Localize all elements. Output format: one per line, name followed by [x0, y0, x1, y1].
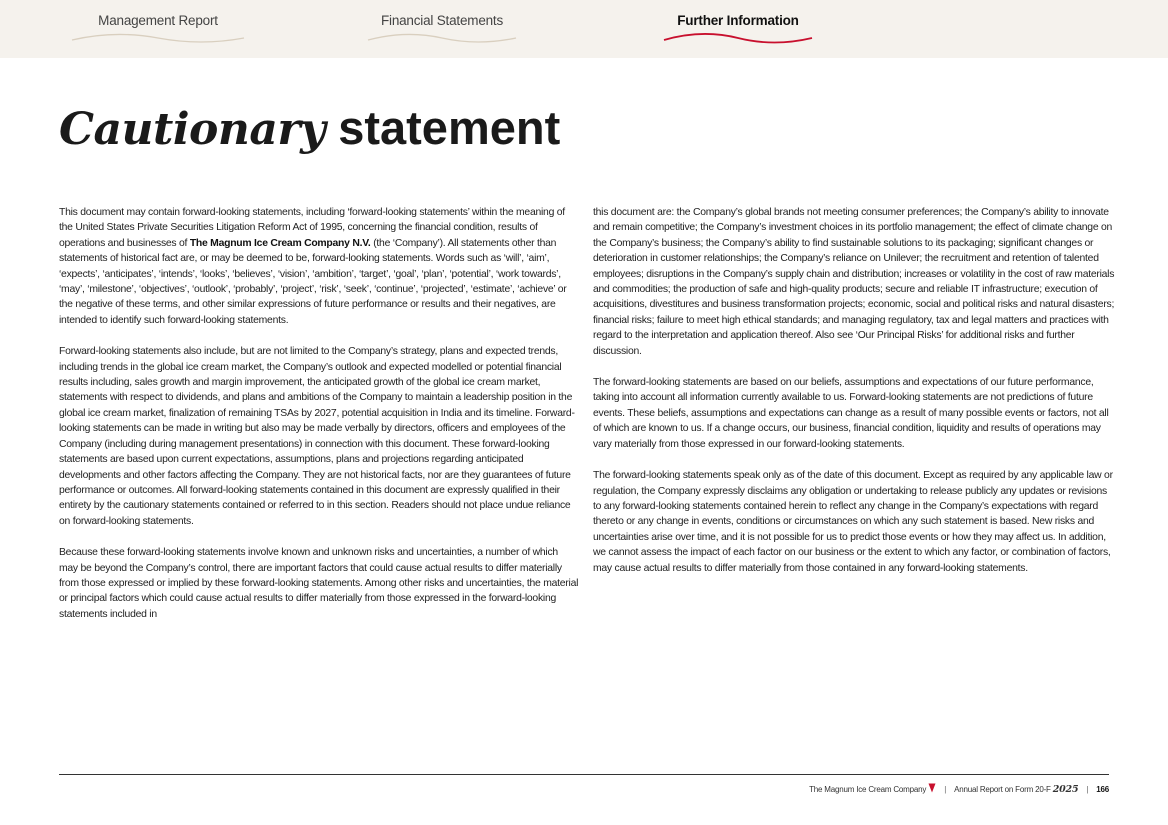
page-footer: [809, 783, 1109, 795]
title-italic-word: Cautionary: [59, 104, 326, 155]
paragraph: Because these forward-looking statements involve known and unknown risks and uncertainties, a number of which may be beyond the Company’s control, there are important factors that could cause actual results to differ materially from those expressed or implied by these forward-looking statements. Among other risks and uncertainties, the material or principal factors which could cause actual results to differ materially from those expressed in the forward-looking statements included in: [59, 547, 579, 620]
tab-further-information[interactable]: [662, 0, 814, 58]
tab-management-report[interactable]: [70, 0, 246, 58]
footer-report: Annual Report on Form 20-F: [954, 784, 1051, 794]
tab-label: Management Report: [98, 13, 218, 28]
paragraph: Forward-looking statements also include, but are not limited to the Company’s strategy, plans and expected trends, including trends in the global ice cream market, the Company’s outlook and expected modelled or potential financial results including, sales growth and margin improvement, the anticipated growth of the global ice cream market, statements with respect to dividends, and plans and ambitions of the Company to maintain a leadership position in the global ice cream market, finalization of remaining TSAs by 2027, potential acquisition in India and its timeline. Forward-looking statements can be made in writing but also may be made verbally by directors, officers and employees of the Company (including during management presentations) in connection with this document. These forward-looking statements are based upon current expectations, assumptions, plans and projections regarding anticipated developments and other factors affecting the Company. They are not historical facts, nor are they guarantees of future performance or outcomes. All forward-looking statements contained in this document are expressly qualified in their entirety by the cautionary statements contained or referred to in this section. Readers should not place undue reliance on forward-looking statements.: [59, 346, 575, 527]
tab-label: Financial Statements: [380, 13, 504, 28]
page-number: 166: [1096, 784, 1109, 794]
footer-separator: |: [944, 784, 947, 794]
right-text-column: [593, 205, 1115, 592]
tab-financial-statements[interactable]: [366, 0, 518, 58]
footer-divider: [59, 774, 1109, 775]
paragraph: The forward-looking statements are based on our beliefs, assumptions and expectations of our future performance, taking into account all information currently available to us. Forward-looking statements are not predictions of future events. These beliefs, assumptions and expectations can change as a result of many possible events or factors, not all of which are known to us. If a change occurs, our business, financial condition, liquidity and results of operations may vary materially from those expressed in our forward-looking statements.: [593, 377, 1109, 450]
footer-year: 2025: [1052, 783, 1079, 795]
tab-active-underline-wave: [662, 30, 814, 46]
paragraph-text: This document may contain forward-looking statements, including ‘forward-looking statements’ within the meaning of the United States Private Securities Litigation Reform Act of 1995, concerning the financial condition, results of operations and businesses of: [59, 207, 565, 249]
paragraph: The forward-looking statements speak only as of the date of this document. Except as required by any applicable law or regulation, the Company expressly disclaims any obligation or undertaking to release publicly any updates or revisions to any forward-looking statements contained herein to reflect any change in the Company’s expectations with regard thereto or any change in events, conditions or circumstances on which any such statement is based. New risks and uncertainties arise over time, and it is not possible for us to predict those events or how they may affect us. In addition, we cannot assess the impact of each factor on our business or the extent to which any factor, or combination of factors, may cause actual results to differ materially from those contained in any forward-looking statements.: [593, 470, 1113, 574]
left-text-column: [59, 205, 579, 638]
footer-separator: |: [1086, 784, 1089, 794]
page-title: [59, 98, 560, 160]
tab-underline-wave: [70, 30, 246, 46]
title-word: statement: [338, 101, 561, 154]
paragraph: [59, 205, 579, 328]
company-name: The Magnum Ice Cream Company N.V.: [189, 237, 371, 249]
paragraph-text: (the ‘Company’). All statements other than statements of historical fact are, or may be deemed to be, forward-looking statements. Words such as ‘will’, ‘aim’, ‘expects’, ‘anticipates’, ‘intends’, ‘looks’, ‘believes’, ‘vision’, ‘ambition’, ‘target’, ‘goal’, ‘plan’, ‘potential’, ‘work towards’, ‘may’, ‘milestone’, ‘objectives’, ‘outlook’, ‘probably’, ‘project’, ‘risk’, ‘seek’, ‘continue’, ‘projected’, ‘estimate’, ‘achieve’ or the negative of these terms, and other similar expressions of future performance or results and their negatives, are intended to identify such forward-looking statements.: [59, 237, 567, 326]
paragraph: this document are: the Company’s global brands not meeting consumer preferences; the Company’s ability to innovate and remain competitive; the Company’s investment choices in its portfolio management; the effect of climate change on the Company’s business; the Company’s ability to find sustainable solutions to its packaging; significant changes or deterioration in customer relationships; the Company’s reliance on Unilever; the recruitment and retention of talented employees; disruptions in the Company’s supply chain and distribution; increases or volatility in the cost of raw materials and commodities; the production of safe and high-quality products; secure and reliable IT infrastructure; execution of acquisitions, divestitures and business transformation projects; economic, social and political risks and natural disasters; financial risks; failure to meet high ethical standards; and managing regulatory, tax and legal matters and practices with regard to the interpretation and application thereof. Also see ‘Our Principal Risks’ for additional risks and further discussion.: [593, 207, 1115, 357]
magnum-heart-icon: [928, 783, 936, 795]
top-navigation: [0, 0, 1168, 58]
footer-company: The Magnum Ice Cream Company: [809, 784, 927, 794]
tab-underline-wave: [366, 30, 518, 46]
tab-label: Further Information: [677, 13, 799, 28]
